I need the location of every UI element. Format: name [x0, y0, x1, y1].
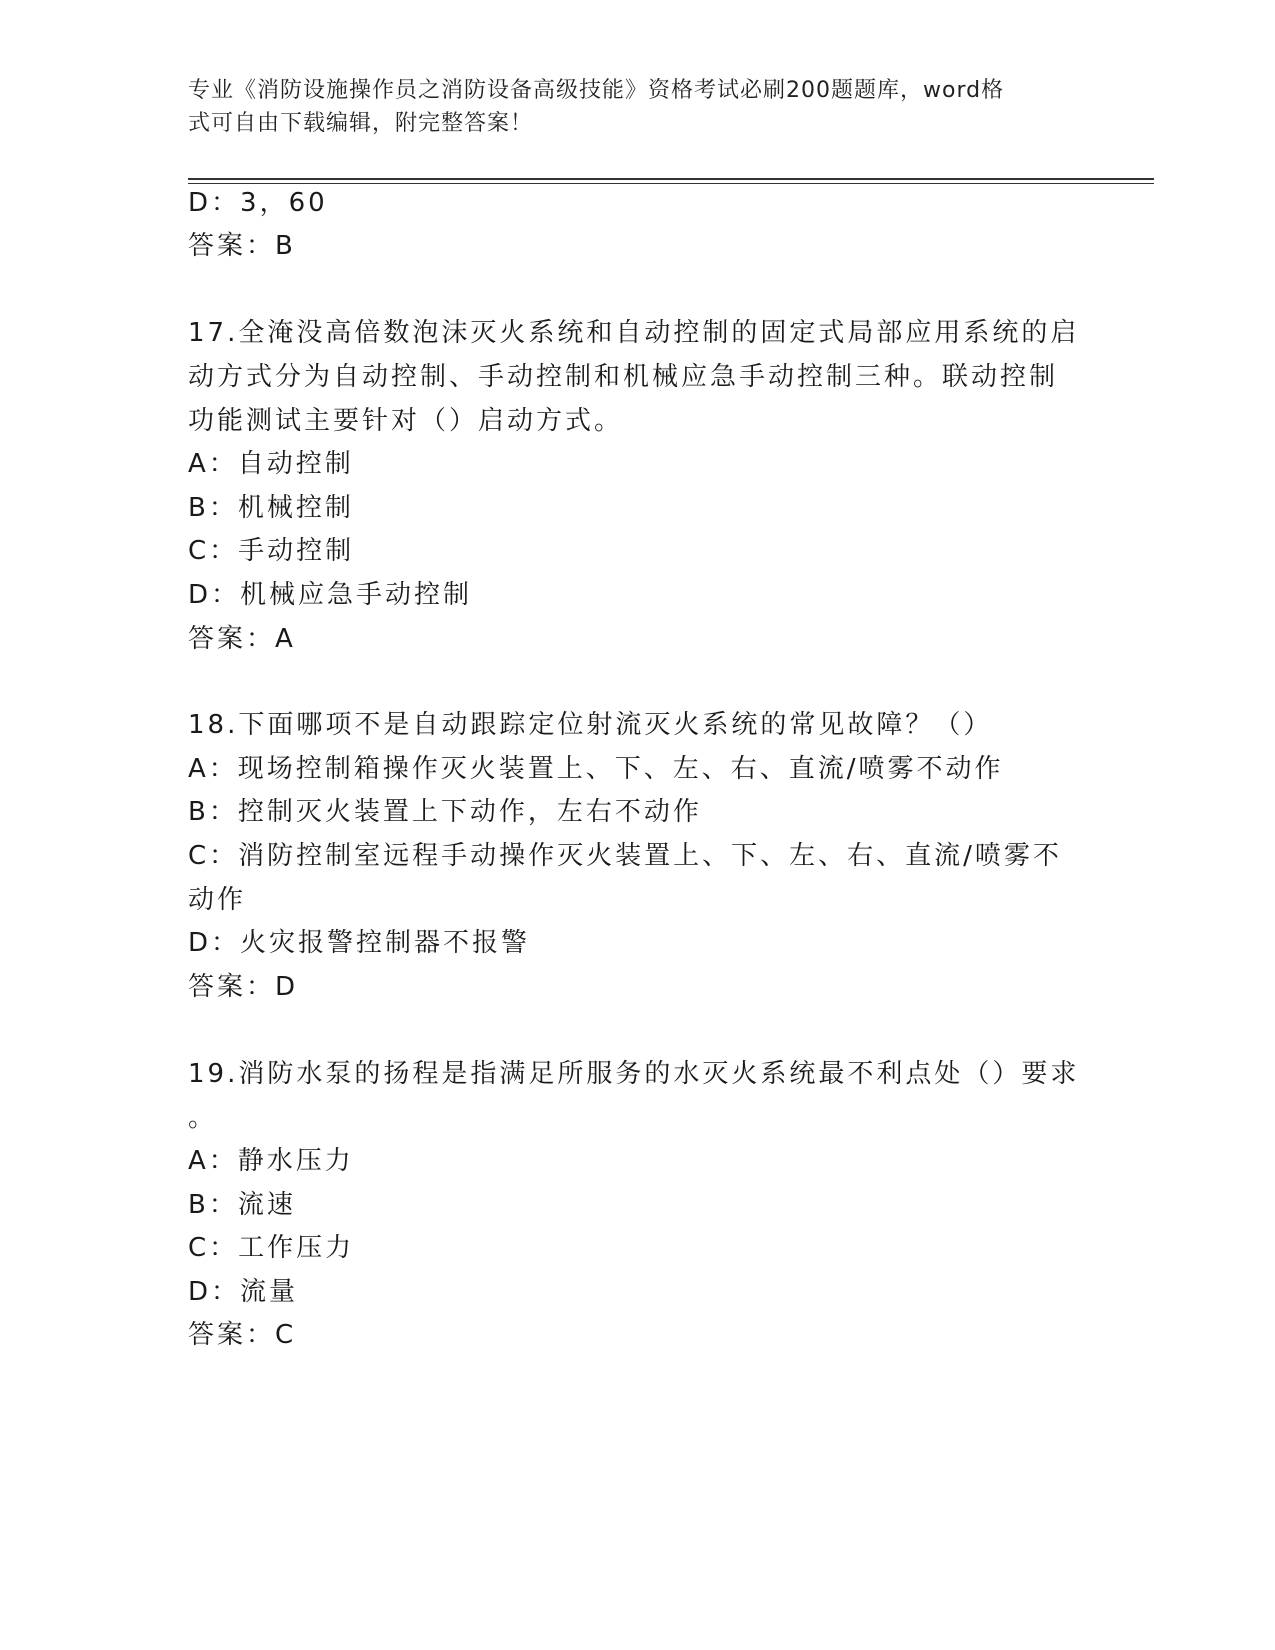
- q17-option-b: B：机械控制: [188, 493, 354, 523]
- header-rule-top: [188, 178, 1154, 180]
- header-line-1: 专业《消防设施操作员之消防设备高级技能》资格考试必刷200题题库，word格: [188, 78, 1005, 103]
- prev-option-d: D：3，60: [188, 188, 328, 218]
- q19-answer: 答案：C: [188, 1320, 297, 1350]
- q19-stem-line-1: 19.消防水泵的扬程是指满足所服务的水灭火系统最不利点处（）要求: [188, 1059, 1080, 1089]
- q17-stem-line-1: 17.全淹没高倍数泡沫灭火系统和自动控制的固定式局部应用系统的启: [188, 318, 1080, 348]
- q17-option-c: C：手动控制: [188, 536, 355, 566]
- q18-stem-line-1: 18.下面哪项不是自动跟踪定位射流灭火系统的常见故障？（）: [188, 710, 993, 740]
- q17-answer: 答案：A: [188, 624, 296, 654]
- q17-stem-line-2: 动方式分为自动控制、手动控制和机械应急手动控制三种。联动控制: [188, 362, 1059, 392]
- q17-option-d: D：机械应急手动控制: [188, 580, 473, 610]
- header-line-2: 式可自由下载编辑，附完整答案！: [188, 111, 534, 136]
- q19-option-b: B：流速: [188, 1190, 296, 1220]
- q18-answer: 答案：D: [188, 972, 299, 1002]
- prev-answer: 答案：B: [188, 231, 296, 261]
- document-header: [188, 74, 1068, 140]
- q19-stem-line-2: 。: [188, 1103, 218, 1133]
- q18-option-b: B：控制灭火装置上下动作，左右不动作: [188, 797, 702, 827]
- q18-option-c-line-2: 动作: [188, 885, 247, 915]
- q19-option-a: A：静水压力: [188, 1146, 354, 1176]
- q18-option-d: D：火灾报警控制器不报警: [188, 928, 531, 958]
- q18-option-c-line-1: C：消防控制室远程手动操作灭火装置上、下、左、右、直流/喷雾不: [188, 841, 1062, 871]
- q18-option-a: A：现场控制箱操作灭火装置上、下、左、右、直流/喷雾不动作: [188, 754, 1004, 784]
- q19-option-c: C：工作压力: [188, 1233, 355, 1263]
- q17-option-a: A：自动控制: [188, 449, 354, 479]
- q17-stem-line-3: 功能测试主要针对（）启动方式。: [188, 406, 624, 436]
- header-rule-bottom: [188, 183, 1154, 184]
- q19-option-d: D：流量: [188, 1277, 299, 1307]
